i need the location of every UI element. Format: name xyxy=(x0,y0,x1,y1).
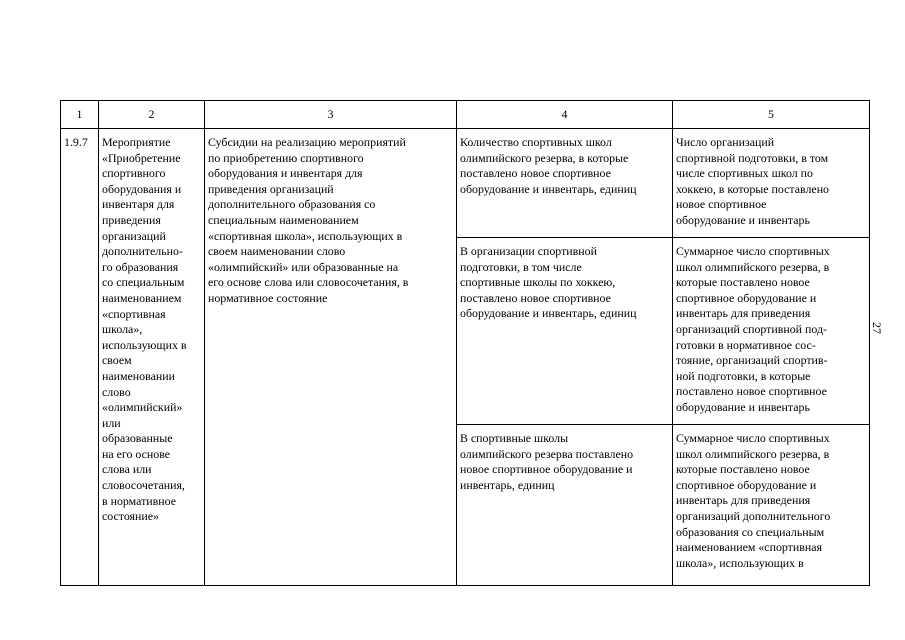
indicator-line: Количество спортивных школ xyxy=(460,135,612,149)
event-name-line: образованные xyxy=(102,431,173,446)
column-header-3: 3 xyxy=(205,101,457,129)
calculation-line: оборудование и инвентарь xyxy=(676,399,810,414)
calculation-line: Число организаций xyxy=(676,135,775,149)
indicator-line: В спортивные школы xyxy=(460,431,569,445)
calculation-line: которые поставлено новое xyxy=(676,275,810,290)
subsidy-line: «спортивная школа», использующих в xyxy=(208,228,403,243)
calculation-line: образования со специальным xyxy=(676,524,825,539)
subsidy-line: своем наименовании слово xyxy=(208,244,346,259)
indicator-line: олимпийского резерва, в которые xyxy=(460,150,629,165)
event-name-line: «спортивная xyxy=(102,306,166,321)
calculation-line: спортивной подготовки, в том xyxy=(676,150,829,165)
event-name-line: инвентаря для xyxy=(102,197,175,212)
event-name-line: «олимпийский» xyxy=(102,400,183,415)
column-header-2: 2 xyxy=(99,101,205,129)
subsidy-line: по приобретению спортивного xyxy=(208,150,364,165)
event-name-line: со специальным xyxy=(102,275,185,290)
event-name-line: слово xyxy=(102,384,131,399)
calculation-cell xyxy=(673,238,870,425)
measures-table xyxy=(60,100,870,586)
indicator-line: поставлено новое спортивное xyxy=(460,290,611,305)
indicator-line: подготовки, в том числе xyxy=(460,259,582,274)
calculation-cell xyxy=(673,129,870,238)
table-row xyxy=(61,129,870,238)
column-header-1: 1 xyxy=(61,101,99,129)
column-header-4: 4 xyxy=(457,101,673,129)
item-number-cell xyxy=(61,129,99,586)
event-name-line: или xyxy=(102,415,121,430)
event-name-line: использующих в xyxy=(102,337,187,352)
subsidy-line: приведения организаций xyxy=(208,181,334,196)
event-name-line: наименовании xyxy=(102,368,175,383)
table-header-row xyxy=(61,101,870,129)
indicator-line: олимпийского резерва поставлено xyxy=(460,446,634,461)
subsidy-line: «олимпийский» или образованные на xyxy=(208,259,399,274)
calculation-line: оборудование и инвентарь xyxy=(676,212,810,227)
indicator-cell xyxy=(457,129,673,238)
indicator-line: поставлено новое спортивное xyxy=(460,166,611,181)
event-name-cell xyxy=(99,129,205,586)
event-name-line: слова или xyxy=(102,462,152,477)
subsidy-line: его основе слова или словосочетания, в xyxy=(208,275,409,290)
calculation-line: Суммарное число спортивных xyxy=(676,244,830,258)
calculation-line: ной подготовки, в которые xyxy=(676,368,811,383)
indicator-cell xyxy=(457,425,673,586)
calculation-line: организаций дополнительного xyxy=(676,508,831,523)
subsidy-line: дополнительного образования со xyxy=(208,197,376,212)
event-name-line: на его основе xyxy=(102,446,171,461)
calculation-line: школа», использующих в xyxy=(676,555,804,570)
indicator-line: новое спортивное оборудование и xyxy=(460,462,633,477)
calculation-line: школ олимпийского резерва, в xyxy=(676,446,830,461)
event-name-line: организаций xyxy=(102,228,166,243)
subsidy-line: специальным наименованием xyxy=(208,212,359,227)
subsidy-line: нормативное состояние xyxy=(208,290,328,305)
calculation-line: спортивное оборудование и xyxy=(676,477,817,492)
event-name-line: спортивного xyxy=(102,166,166,181)
event-name-line: словосочетания, xyxy=(102,478,185,493)
page-number: 27 xyxy=(870,322,884,334)
calculation-line: тояние, организаций спортив- xyxy=(676,353,828,368)
event-name-line: наименованием xyxy=(102,290,182,305)
event-name-line: оборудования и xyxy=(102,181,182,196)
calculation-line: спортивное оборудование и xyxy=(676,290,817,305)
indicator-cell xyxy=(457,238,673,425)
event-name-line: го образования xyxy=(102,259,179,274)
indicator-line: спортивные школы по хоккею, xyxy=(460,275,616,290)
column-header-5: 5 xyxy=(673,101,870,129)
calculation-line: числе спортивных школ по xyxy=(676,166,813,181)
calculation-line: Суммарное число спортивных xyxy=(676,431,830,445)
item-number: 1.9.7 xyxy=(64,135,88,149)
indicator-line: инвентарь, единиц xyxy=(460,477,555,492)
calculation-line: готовки в нормативное сос- xyxy=(676,337,816,352)
event-name-line: приведения xyxy=(102,212,161,227)
calculation-line: организаций спортивной под- xyxy=(676,321,827,336)
calculation-line: инвентарь для приведения xyxy=(676,493,811,508)
event-name-line: Мероприятие xyxy=(102,135,171,149)
calculation-line: школ олимпийского резерва, в xyxy=(676,259,830,274)
calculation-line: наименованием «спортивная xyxy=(676,540,822,555)
event-name-line: состояние» xyxy=(102,509,159,524)
event-name-line: школа», xyxy=(102,322,143,337)
event-name-line: в нормативное xyxy=(102,493,176,508)
indicator-line: оборудование и инвентарь, единиц xyxy=(460,306,637,321)
event-name-line: своем xyxy=(102,353,132,368)
event-name-line: «Приобретение xyxy=(102,150,181,165)
subsidy-line: Субсидии на реализацию мероприятий xyxy=(208,135,406,149)
event-name-line: дополнительно- xyxy=(102,244,183,259)
indicator-line: оборудование и инвентарь, единиц xyxy=(460,181,637,196)
calculation-line: хоккею, в которые поставлено xyxy=(676,181,829,196)
calculation-cell xyxy=(673,425,870,586)
subsidy-line: оборудования и инвентаря для xyxy=(208,166,363,181)
calculation-line: инвентарь для приведения xyxy=(676,306,811,321)
indicator-line: В организации спортивной xyxy=(460,244,597,258)
calculation-line: поставлено новое спортивное xyxy=(676,384,827,399)
calculation-line: которые поставлено новое xyxy=(676,462,810,477)
calculation-line: новое спортивное xyxy=(676,197,767,212)
subsidy-cell xyxy=(205,129,457,586)
